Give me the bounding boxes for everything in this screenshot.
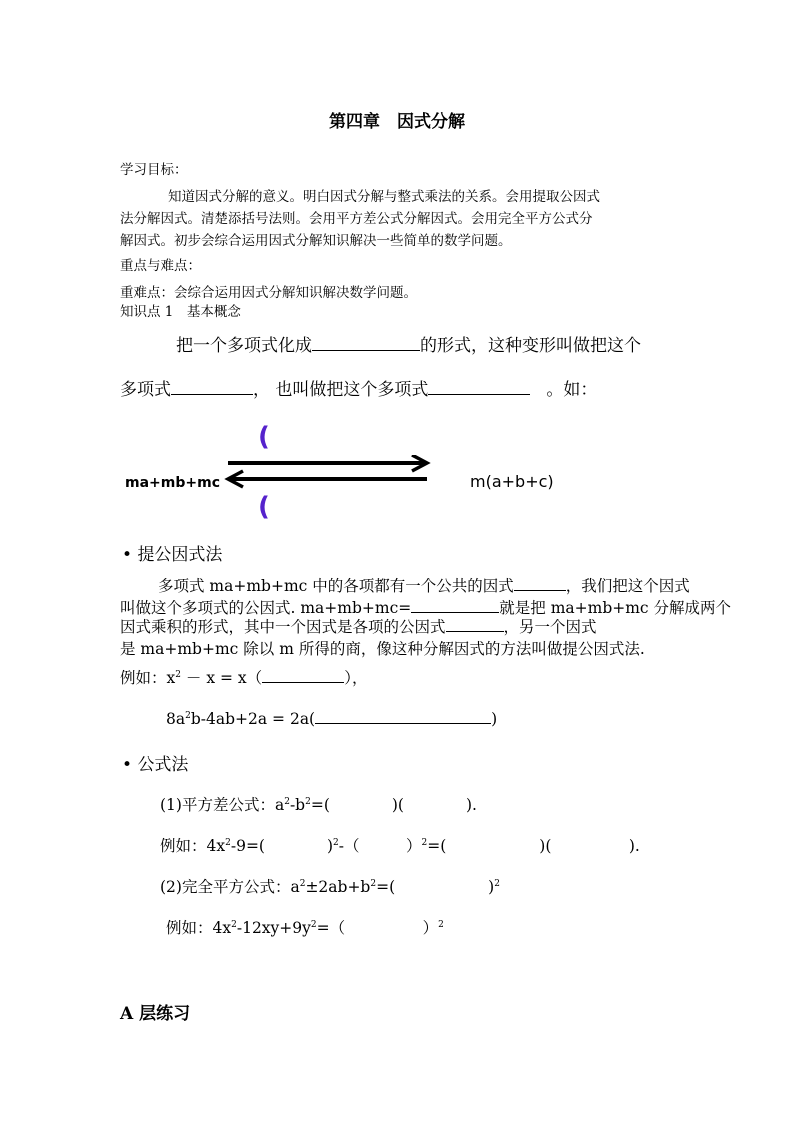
superscript: 2	[284, 797, 290, 807]
method1-line-3	[120, 615, 597, 637]
fill-blank[interactable]	[428, 380, 530, 395]
method1-line-4: 是 ma+mb+mc 除以 m 所得的商，像这种分解因式的方法叫做提公因式法.	[120, 640, 645, 658]
superscript: 2	[438, 920, 444, 930]
method1-line-1	[158, 574, 690, 596]
paragraph-text: 就是把 ma+mb+mc 分解成两个	[499, 599, 732, 617]
expression-text: － x = x（	[181, 669, 263, 687]
paragraph-text: 叫做这个多项式的公因式. ma+mb+mc=	[120, 599, 412, 617]
superscript: 2	[370, 879, 377, 889]
formula-text: 例如：4x	[166, 919, 232, 937]
concept-line-2	[120, 375, 597, 400]
difference-of-squares-formula	[160, 793, 477, 815]
expanded-expression: ma+mb+mc	[125, 475, 220, 491]
fill-blank[interactable]	[262, 668, 344, 683]
paragraph-text: 因式乘积的形式，其中一个因式是各项的公因式	[120, 618, 446, 636]
objectives-line-3: 解因式。初步会综合运用因式分解知识解决一些简单的数学问题。	[120, 233, 512, 249]
page-title: 第四章 因式分解	[329, 112, 465, 132]
formula-text: =( )( ).	[427, 837, 640, 855]
fill-blank[interactable]	[411, 598, 499, 613]
formula-text: -b	[289, 796, 306, 814]
perfect-square-example	[166, 916, 444, 938]
objectives-heading: 学习目标：	[120, 162, 188, 178]
expression-text: ），	[344, 669, 368, 687]
perfect-square-formula	[160, 875, 500, 897]
formula-text: -12xy+9y	[236, 919, 311, 937]
superscript: 2	[310, 920, 317, 930]
expression-text: )	[491, 710, 498, 728]
formula-text: ±2ab+b	[305, 878, 371, 896]
formula-text: =( )( ).	[310, 796, 477, 814]
fill-blank[interactable]	[312, 336, 420, 351]
paragraph-text: ，另一个因式	[503, 618, 597, 636]
knowledge-point-1: 知识点 1 基本概念	[120, 304, 241, 320]
top-blank-paren: (	[258, 422, 270, 452]
superscript: 2	[494, 879, 500, 889]
concept-text: 的形式，这种变形叫做把这个	[420, 336, 641, 356]
expression-text: b-4ab+2a = 2a(	[190, 710, 316, 728]
formula-text: =( )	[376, 878, 495, 896]
superscript: 2	[333, 838, 339, 848]
superscript: 2	[185, 711, 191, 721]
concept-text: 把一个多项式化成	[176, 336, 312, 356]
expression-text: x	[166, 669, 176, 687]
heading-text: 公式法	[137, 755, 189, 775]
section-a-heading: A 层练习	[120, 1004, 191, 1024]
difference-of-squares-example	[160, 834, 640, 856]
paragraph-text: ，我们把这个因式	[565, 577, 690, 595]
heading-text: 提公因式法	[137, 545, 223, 565]
factored-expression: m(a+b+c)	[470, 472, 554, 491]
superscript: 2	[299, 879, 306, 889]
objectives-line-2: 法分解因式。清楚添括号法则。会用平方差公式分解因式。会用完全平方公式分	[120, 211, 593, 227]
concept-text: 。如：	[546, 380, 598, 400]
key-points-heading: 重点与难点：	[120, 258, 201, 274]
bottom-blank-paren: (	[258, 492, 270, 522]
formula-text: (1)平方差公式：a	[160, 796, 285, 814]
bullet-icon: •	[122, 545, 133, 565]
objectives-line-1: 知道因式分解的意义。明白因式分解与整式乘法的关系。会用提取公因式	[168, 189, 600, 205]
fill-blank[interactable]	[171, 380, 253, 395]
superscript: 2	[225, 838, 231, 848]
concept-line-1	[176, 331, 641, 356]
superscript: 2	[175, 670, 181, 680]
superscript: 2	[305, 797, 311, 807]
formula-text: -9=( )	[230, 837, 334, 855]
fill-blank[interactable]	[446, 617, 504, 632]
method-formula-heading	[122, 750, 188, 775]
example-label: 例如：	[120, 669, 167, 687]
concept-text: ， 也叫做把这个多项式	[253, 380, 429, 400]
expression-text: 8a	[166, 710, 186, 728]
bullet-icon: •	[122, 755, 133, 775]
formula-text: (2)完全平方公式：a	[160, 878, 300, 896]
concept-text: 多项式	[120, 380, 171, 400]
superscript: 2	[231, 920, 237, 930]
fill-blank[interactable]	[514, 576, 566, 591]
paragraph-text: 多项式 ma+mb+mc 中的各项都有一个公共的因式	[158, 577, 514, 595]
formula-text: =（ ）	[316, 919, 439, 937]
fill-blank[interactable]	[315, 709, 491, 724]
double-arrow-icon	[220, 455, 435, 495]
example-common-factor-1	[120, 666, 367, 688]
formula-text: 例如：4x	[160, 837, 226, 855]
superscript: 2	[421, 838, 428, 848]
method-common-factor-heading	[122, 540, 222, 565]
example-common-factor-2	[166, 709, 497, 728]
difficulty-line: 重难点：会综合运用因式分解知识解决数学问题。	[120, 285, 417, 301]
formula-text: -（ ）	[338, 837, 422, 855]
